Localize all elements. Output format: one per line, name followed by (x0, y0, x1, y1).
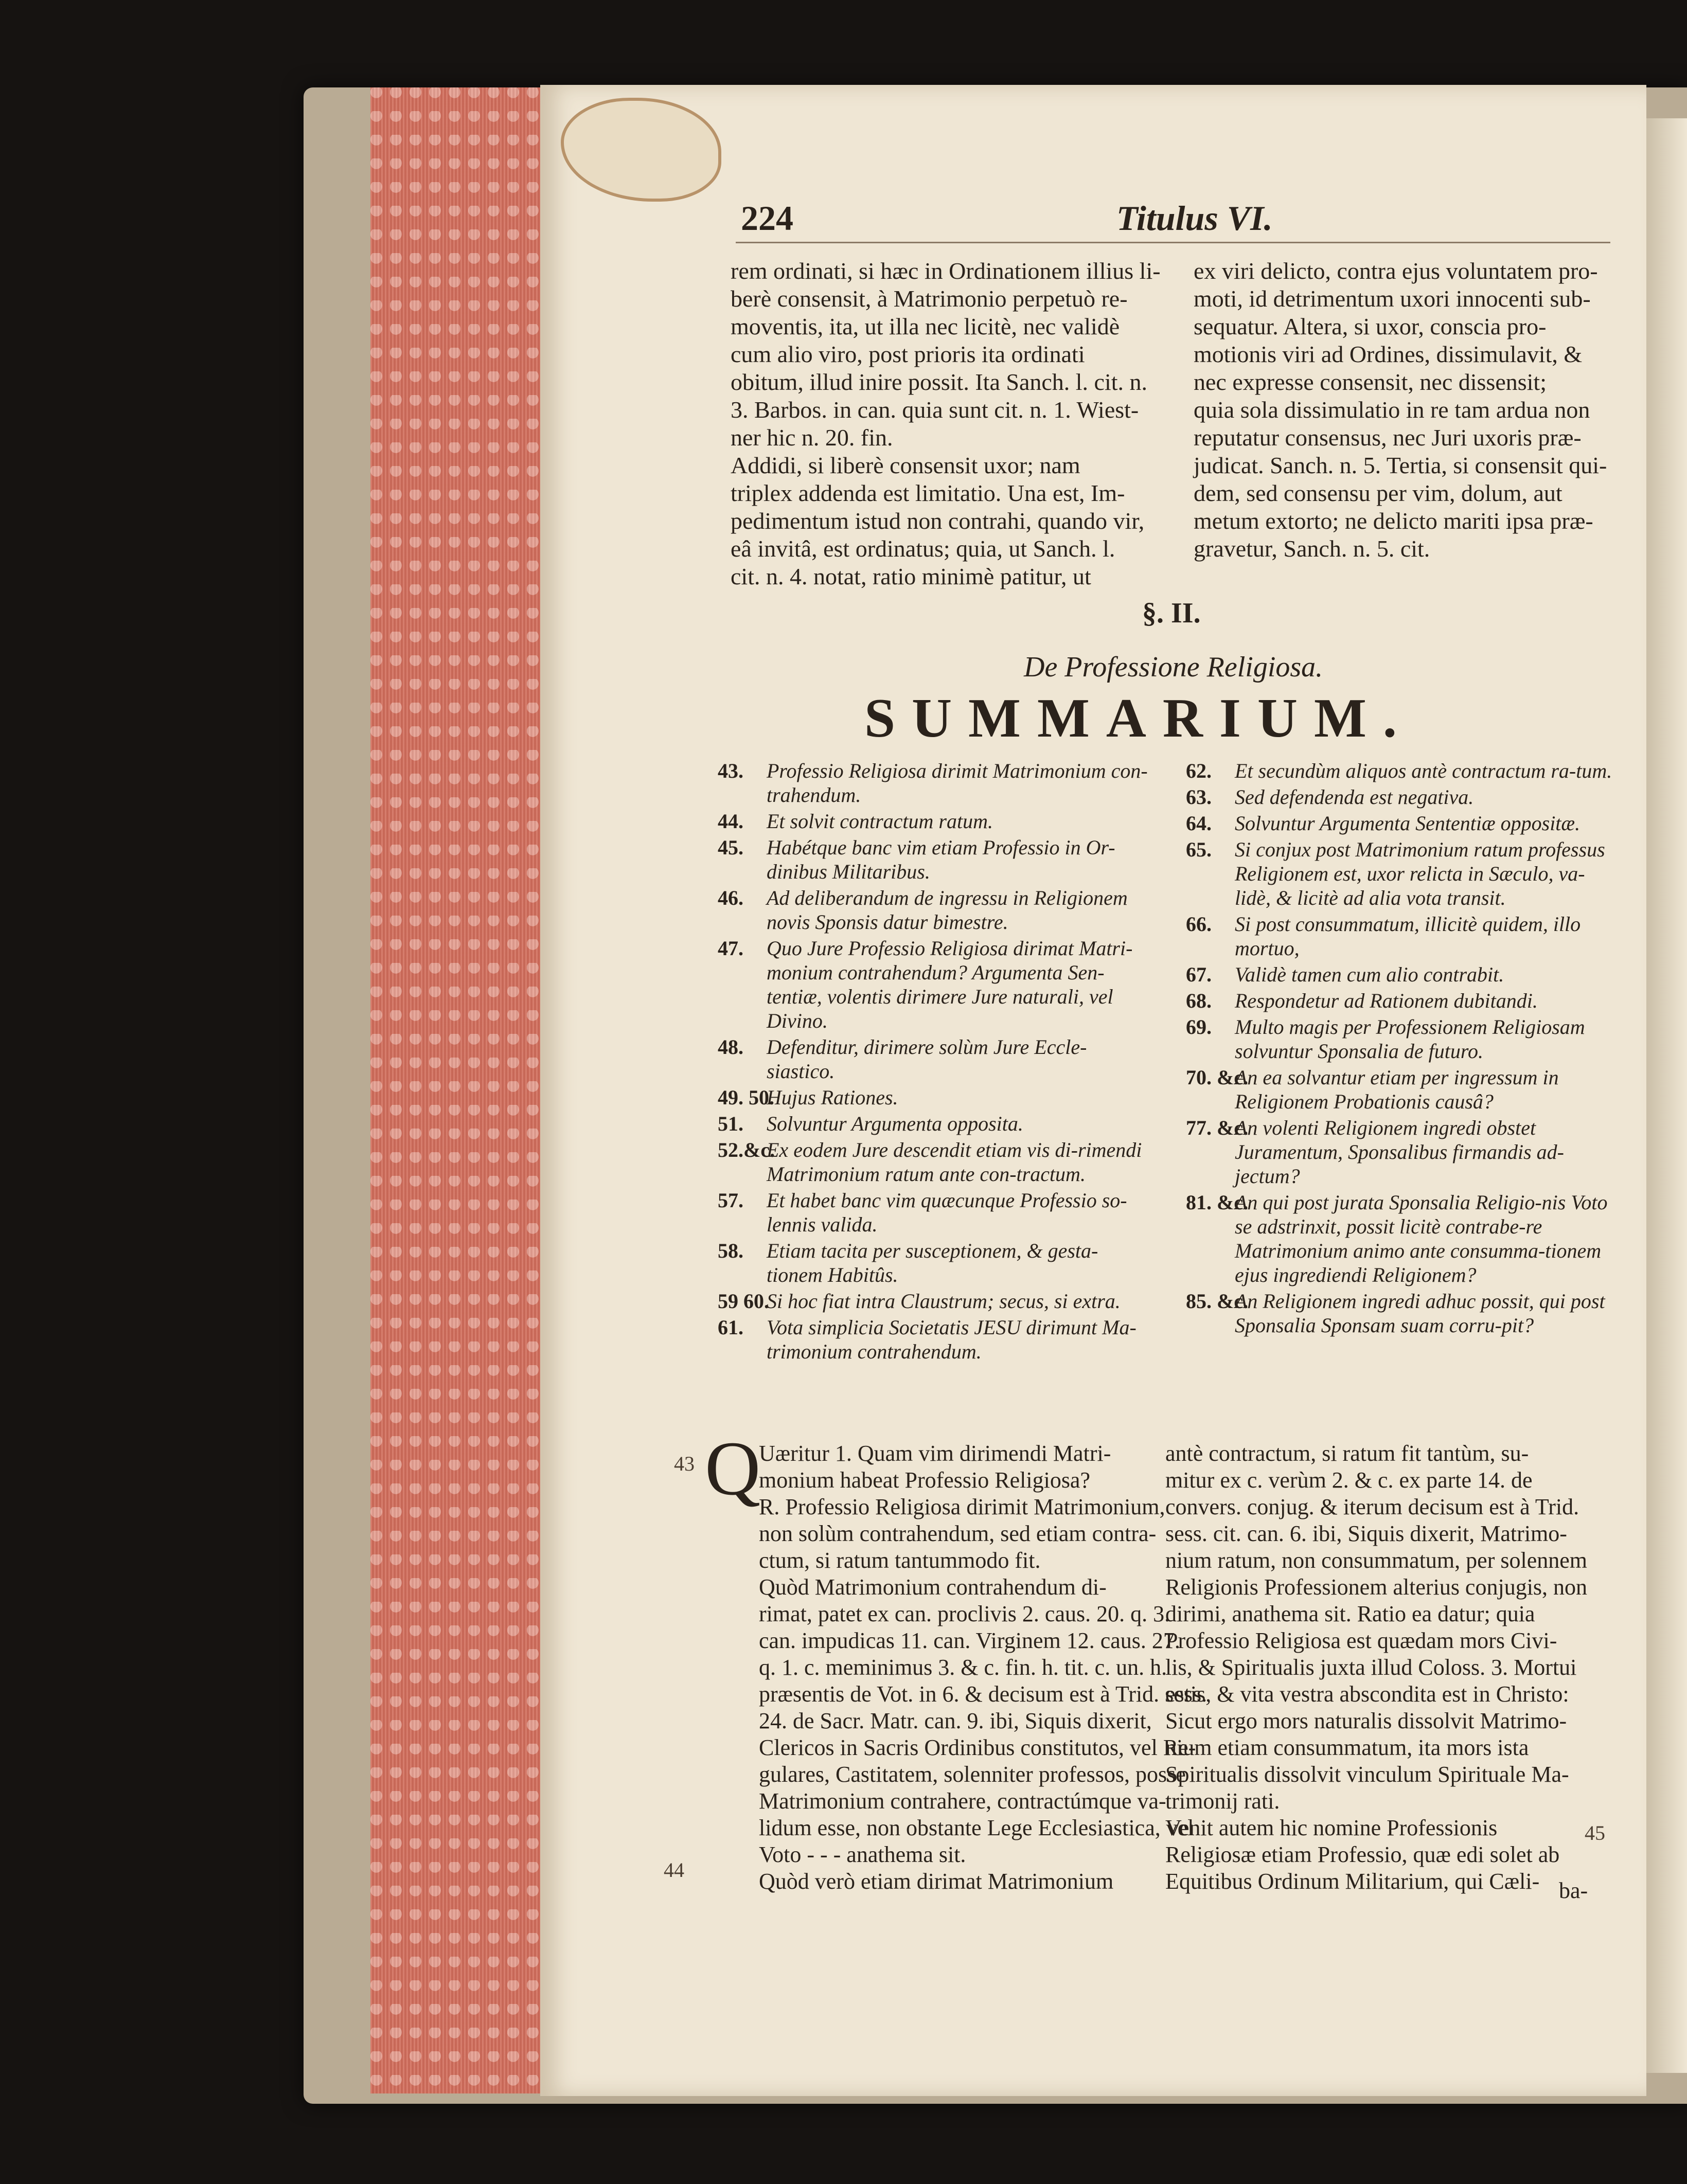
text-line: can. impudicas 11. can. Virginem 12. caus. 27. (759, 1628, 1180, 1653)
summary-item-number: 58. (718, 1239, 743, 1262)
section-subtitle: De Professione Religiosa. (1024, 651, 1323, 683)
text-line: Equitibus Ordinum Militarium, qui Cæli- (1165, 1869, 1540, 1894)
text-line: sess. cit. can. 6. ibi, Siquis dixerit, Matrimo- (1165, 1521, 1567, 1546)
text-line: monium habeat Professio Religiosa? (759, 1467, 1090, 1493)
drop-cap: Q (705, 1426, 761, 1511)
margin-number: 43 (674, 1452, 695, 1475)
summary-item-text: An qui post jurata Sponsalia Religio-nis Voto se adstrinxit, possit licitè contrabe-re Matrimonium animo ante consumma-tionem ejus ingrediendi Religionem? (1235, 1191, 1608, 1286)
page-number: 224 (741, 199, 793, 238)
text-line: Venit autem hic nomine Professionis (1165, 1815, 1498, 1840)
next-page-edge (1646, 118, 1687, 2073)
summary-item (1186, 785, 1615, 809)
text-line: Quòd Matrimonium contrahendum di- (759, 1574, 1107, 1600)
summary-item-number: 65. (1186, 838, 1212, 861)
summary-item-text: Professio Religiosa dirimit Matrimonium con-trahendum. (767, 759, 1148, 807)
summary-item-text: Solvuntur Argumenta opposita. (767, 1112, 1023, 1135)
summary-item (1186, 1116, 1615, 1188)
margin-number: 45 (1585, 1821, 1605, 1845)
text-column-bottom-right (1165, 1440, 1608, 1895)
summary-item (1186, 989, 1615, 1013)
text-line: gravetur, Sanch. n. 5. cit. (1194, 535, 1430, 562)
text-line: moventis, ita, ut illa nec licitè, nec validè (731, 313, 1120, 339)
summary-item-number: 45. (718, 836, 743, 859)
summary-item-text: An ea solvantur etiam per ingressum in Religionem Probationis causâ? (1235, 1066, 1559, 1113)
summary-item-number: 68. (1186, 989, 1212, 1012)
text-line: antè contractum, si ratum fit tantùm, su- (1165, 1441, 1529, 1466)
text-line: præsentis de Vot. in 6. & decisum est à Trid. sess. (759, 1681, 1207, 1707)
summary-item-number: 52.&c. (718, 1138, 775, 1161)
summary-item-text: Validè tamen cum alio contrabit. (1235, 963, 1504, 986)
text-column-bottom-left (759, 1440, 1207, 1895)
summary-item-number: 46. (718, 886, 743, 909)
catchword: ba- (1559, 1878, 1588, 1903)
text-line: ner hic n. 20. fin. (731, 424, 893, 451)
summary-item-number: 61. (718, 1316, 743, 1339)
summary-item-text: Defenditur, dirimere solùm Jure Eccle-siastico. (767, 1035, 1087, 1083)
text-line: Addidi, si liberè consensit uxor; nam (731, 452, 1080, 478)
text-line: metum extorto; ne delicto mariti ipsa præ- (1194, 508, 1593, 534)
summary-item-text: Si hoc fiat intra Claustrum; secus, si extra. (767, 1290, 1121, 1313)
summary-item-number: 64. (1186, 812, 1212, 835)
text-column-top-right (1194, 257, 1610, 563)
text-line: sequatur. Altera, si uxor, conscia pro- (1194, 313, 1547, 339)
summary-item-number: 67. (1186, 963, 1212, 986)
summary-item-text: Hujus Rationes. (767, 1086, 898, 1109)
text-line: lis, & Spiritualis juxta illud Coloss. 3. Mortui (1165, 1655, 1577, 1680)
text-line: Religiosæ etiam Professio, quæ edi solet ab (1165, 1842, 1560, 1867)
text-line: pedimentum istud non contrahi, quando vir, (731, 508, 1145, 534)
summary-item (718, 1035, 1150, 1083)
summary-item (718, 1239, 1150, 1287)
text-line: Uæritur 1. Quam vim dirimendi Matri- (759, 1441, 1111, 1466)
text-line: eâ invitâ, est ordinatus; quia, ut Sanch. l. (731, 535, 1115, 562)
summary-item (1186, 1065, 1615, 1114)
summary-item-number: 51. (718, 1112, 743, 1135)
text-line: nium ratum, non consummatum, per solennem (1165, 1548, 1587, 1573)
text-line: Spiritualis dissolvit vinculum Spirituale Ma- (1165, 1762, 1569, 1787)
summary-item (718, 1138, 1150, 1186)
text-line: convers. conjug. & iterum decisum est à Trid. (1165, 1494, 1579, 1519)
summary-item-number: 48. (718, 1035, 743, 1059)
summary-item (718, 1289, 1150, 1313)
text-line: trimonij rati. (1165, 1788, 1280, 1814)
summary-item (1186, 759, 1615, 783)
summary-item-number: 57. (718, 1189, 743, 1212)
summary-item-text: Et secundùm aliquos antè contractum ra-tum. (1235, 759, 1612, 782)
summary-item-number: 62. (1186, 759, 1212, 782)
summary-item (718, 1315, 1150, 1364)
summary-item-text: Si conjux post Matrimonium ratum professus Religionem est, uxor relicta in Sæculo, va-lidè, & licitè ad alia vota transit. (1235, 838, 1605, 909)
summary-item-number: 49. 50. (718, 1086, 774, 1109)
summary-item-text: Habétque banc vim etiam Professio in Or-dinibus Militaribus. (767, 836, 1115, 883)
running-title: Titulus VI. (1116, 199, 1273, 238)
summary-item (1186, 1015, 1615, 1063)
summary-item (718, 835, 1150, 884)
summary-item-text: Sed defendenda est negativa. (1235, 785, 1474, 809)
summary-title: SUMMARIUM. (864, 688, 1413, 749)
summary-item (718, 759, 1150, 807)
text-line: dem, sed consensu per vim, dolum, aut (1194, 480, 1562, 506)
text-line: moti, id detrimentum uxori innocenti sub- (1194, 285, 1591, 312)
summary-item (1186, 811, 1615, 835)
text-line: rem ordinati, si hæc in Ordinationem illius li- (731, 258, 1161, 284)
text-line: ctum, si ratum tantummodo fit. (759, 1548, 1041, 1573)
text-line: reputatur consensus, nec Juri uxoris præ- (1194, 424, 1582, 451)
summary-item-number: 44. (718, 810, 743, 833)
text-line: q. 1. c. meminimus 3. & c. fin. h. tit. c. un. h. (759, 1655, 1167, 1680)
text-line: lidum esse, non obstante Lege Ecclesiastica, vel (759, 1815, 1194, 1840)
summary-item-number: 70. &c. (1186, 1066, 1249, 1089)
summary-item-text: An Religionem ingredi adhuc possit, qui post Sponsalia Sponsam suam corru-pit? (1235, 1290, 1605, 1337)
summary-item-number: 63. (1186, 785, 1212, 809)
text-line: cum alio viro, post prioris ita ordinati (731, 341, 1085, 367)
text-line: triplex addenda est limitatio. Una est, Im- (731, 480, 1125, 506)
summary-item-number: 66. (1186, 912, 1212, 936)
summary-item-text: Si post consummatum, illicitè quidem, illo mortuo, (1235, 912, 1581, 960)
summary-item-number: 43. (718, 759, 743, 782)
summary-list-right (1186, 759, 1615, 1339)
summary-item (1186, 837, 1615, 910)
text-line: mitur ex c. verùm 2. & c. ex parte 14. de (1165, 1467, 1533, 1493)
text-line: Clericos in Sacris Ordinibus constitutos, vel Re- (759, 1735, 1196, 1760)
summary-item (718, 1085, 1150, 1109)
section-number: §. II. (1142, 597, 1201, 629)
header-rule (736, 242, 1610, 243)
summary-list-left (718, 759, 1150, 1366)
text-line: quia sola dissimulatio in re tam ardua non (1194, 397, 1590, 423)
text-line: judicat. Sanch. n. 5. Tertia, si consensit qui- (1194, 452, 1607, 478)
summary-item-number: 85. &c. (1186, 1290, 1249, 1313)
text-line: dirimi, anathema sit. Ratio ea datur; quia (1165, 1601, 1535, 1626)
summary-item (1186, 1190, 1615, 1287)
summary-item-text: Et solvit contractum ratum. (767, 810, 993, 833)
summary-item-text: Vota simplicia Societatis JESU dirimunt Ma-trimonium contrahendum. (767, 1316, 1136, 1363)
summary-item-text: Multo magis per Professionem Religiosam solvuntur Sponsalia de futuro. (1235, 1015, 1585, 1063)
summary-item-text: Ad deliberandum de ingressu in Religionem novis Sponsis datur bimestre. (767, 886, 1128, 934)
summary-item-text: Quo Jure Professio Religiosa dirimat Matri-monium contrahendum? Argumenta Sen-tentiæ, volentis dirimere Jure naturali, vel Divino. (767, 937, 1133, 1032)
summary-item-text: Ex eodem Jure descendit etiam vis di-rimendi Matrimonium ratum ante con-tractum. (767, 1138, 1142, 1186)
summary-item-text: An volenti Religionem ingredi obstet Juramentum, Sponsalibus firmandis ad-jectum? (1235, 1116, 1564, 1188)
text-line: ex viri delicto, contra ejus voluntatem pro- (1194, 258, 1598, 284)
summary-item (718, 886, 1150, 934)
text-line: estis, & vita vestra abscondita est in Christo: (1165, 1681, 1569, 1707)
summary-item-text: Etiam tacita per susceptionem, & gesta-tionem Habitûs. (767, 1239, 1098, 1286)
summary-item-number: 47. (718, 937, 743, 960)
text-line: Sicut ergo mors naturalis dissolvit Matrimo- (1165, 1708, 1567, 1733)
summary-item (718, 1188, 1150, 1237)
summary-item-number: 77. &c. (1186, 1116, 1249, 1139)
summary-item-number: 81. &c. (1186, 1191, 1249, 1214)
text-line: 3. Barbos. in can. quia sunt cit. n. 1. Wiest- (731, 397, 1139, 423)
text-line: Religionis Professionem alterius conjugis, non (1165, 1574, 1588, 1600)
text-line: Voto - - - anathema sit. (759, 1842, 966, 1867)
summary-item (718, 809, 1150, 833)
text-line: nec expresse consensit, nec dissensit; (1194, 369, 1547, 395)
summary-item (1186, 912, 1615, 960)
text-line: Quòd verò etiam dirimat Matrimonium (759, 1869, 1114, 1894)
page-edge (370, 87, 540, 2093)
text-line: Professio Religiosa est quædam mors Civi- (1165, 1628, 1557, 1653)
text-line: non solùm contrahendum, sed etiam contra- (759, 1521, 1157, 1546)
summary-item-text: Solvuntur Argumenta Sententiæ oppositæ. (1235, 812, 1581, 835)
summary-item-text: Et habet banc vim quæcunque Professio so-lennis valida. (767, 1189, 1127, 1236)
margin-number: 44 (664, 1858, 684, 1882)
summary-item (718, 936, 1150, 1033)
text-line: motionis viri ad Ordines, dissimulavit, & (1194, 341, 1583, 367)
summary-item-text: Respondetur ad Rationem dubitandi. (1235, 989, 1538, 1012)
text-line: R. Professio Religiosa dirimit Matrimonium, (759, 1494, 1165, 1519)
summary-item-number: 69. (1186, 1015, 1212, 1039)
text-column-top-left (731, 257, 1163, 590)
text-line: berè consensit, à Matrimonio perpetuò re- (731, 285, 1128, 312)
summary-item (718, 1112, 1150, 1136)
summary-item-number: 59 60. (718, 1290, 769, 1313)
text-line: rimat, patet ex can. proclivis 2. caus. 20. q. 3. (759, 1601, 1170, 1626)
text-line: Matrimonium contrahere, contractúmque va- (759, 1788, 1166, 1814)
summary-item (1186, 962, 1615, 987)
summary-item (1186, 1289, 1615, 1337)
text-line: nium etiam consummatum, ita mors ista (1165, 1735, 1529, 1760)
text-line: cit. n. 4. notat, ratio minimè patitur, ut (731, 563, 1091, 589)
text-line: gulares, Castitatem, solenniter professos, posse (759, 1762, 1186, 1787)
text-line: 24. de Sacr. Matr. can. 9. ibi, Siquis dixerit, (759, 1708, 1152, 1733)
text-line: obitum, illud inire possit. Ita Sanch. l. cit. n. (731, 369, 1148, 395)
